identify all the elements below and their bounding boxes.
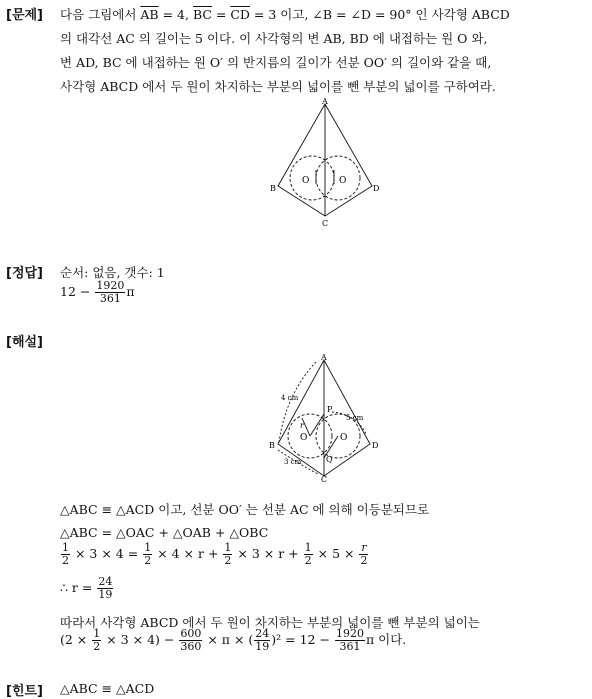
- explanation-equation: $\frac{1}{2}$ × 3 × 4 = $\frac{1}{2}$ × 4 × r + $\frac{1}{2}$ × 3 × r + $\frac{1}{2}$ × 5 × $\frac{r}{2}$: [62, 541, 368, 567]
- problem-line-2: 의 대각선 AC 의 길이는 5 이다. 이 사각형의 변 AB, BD 에 내접하는 원 O 와,: [60, 31, 488, 46]
- explanation-area-line: 따라서 사각형 ABCD 에서 두 원이 차지하는 부분의 넓이를 뺀 부분의 넓이는: [60, 615, 480, 630]
- hint-tag: [힌트]: [6, 684, 43, 699]
- answer-expression: 12 − $\frac{1920}{361}$ π: [60, 279, 135, 305]
- fig-label-b: B: [270, 184, 276, 193]
- explanation-line-2: △ABC = △OAC + △OAB + △OBC: [60, 525, 269, 540]
- fig-label-o: O: [302, 176, 310, 186]
- problem-line-3: 변 AD, BC 에 내접하는 원 O′ 의 반지름의 길이가 선분 OO′ 의 길이와 같을 때,: [60, 55, 492, 70]
- problem-line-4: 사각형 ABCD 에서 두 원이 차지하는 부분의 넓이를 뺀 부분의 넓이를 구하여라.: [60, 79, 496, 94]
- fig-label-d: D: [373, 184, 380, 193]
- fig-label-a: A: [322, 98, 328, 106]
- answer-order: 순서: 없음, 갯수: 1: [60, 265, 165, 280]
- fig-label-o-prime: O: [339, 176, 347, 186]
- exp-fig-label-d: D: [372, 441, 379, 450]
- explanation-therefore: ∴ r = $\frac{24}{19}$: [60, 575, 113, 601]
- explanation-line-1: △ABC ≡ △ACD 이고, 선분 OO′ 는 선분 AC 에 의해 이등분되므로: [60, 502, 430, 517]
- exp-fig-label-c: C: [321, 475, 328, 484]
- exp-fig-len-4: 4 cm: [281, 394, 299, 402]
- exp-fig-len-5: 5 cm: [346, 414, 364, 422]
- exp-fig-label-q: Q: [326, 455, 333, 464]
- exp-fig-label-o-prime: O: [340, 433, 348, 443]
- exp-fig-label-r: r: [300, 421, 304, 430]
- explanation-figure: [266, 354, 384, 484]
- problem-figure: [268, 98, 382, 228]
- problem-tag: [문제]: [6, 8, 43, 23]
- explanation-final-formula: (2 × $\frac{1}{2}$ × 3 × 4) − $\frac{600}{360}$ × π × ( $\frac{24}{19}$ )² = 12 − $\frac{1920}{361}$ π 이다.: [60, 627, 407, 653]
- explanation-tag: [해설]: [6, 335, 43, 350]
- answer-tag: [정답]: [6, 266, 43, 281]
- exp-fig-label-p: P: [327, 405, 333, 414]
- exp-fig-label-o: O: [300, 433, 308, 443]
- exp-fig-label-a: A: [321, 354, 327, 362]
- exp-fig-label-b: B: [269, 441, 275, 450]
- exp-fig-len-3: 3 cm: [284, 458, 302, 466]
- fig-label-c: C: [322, 219, 329, 228]
- hint-text: △ABC ≡ △ACD: [60, 681, 155, 696]
- problem-line-1: 다음 그림에서 $\overline{AB} = 4$, $\overline{BC} = \overline{CD} = 3$ 이고, ∠B = ∠D = 90° 인 사각형 ABCD: [60, 7, 510, 22]
